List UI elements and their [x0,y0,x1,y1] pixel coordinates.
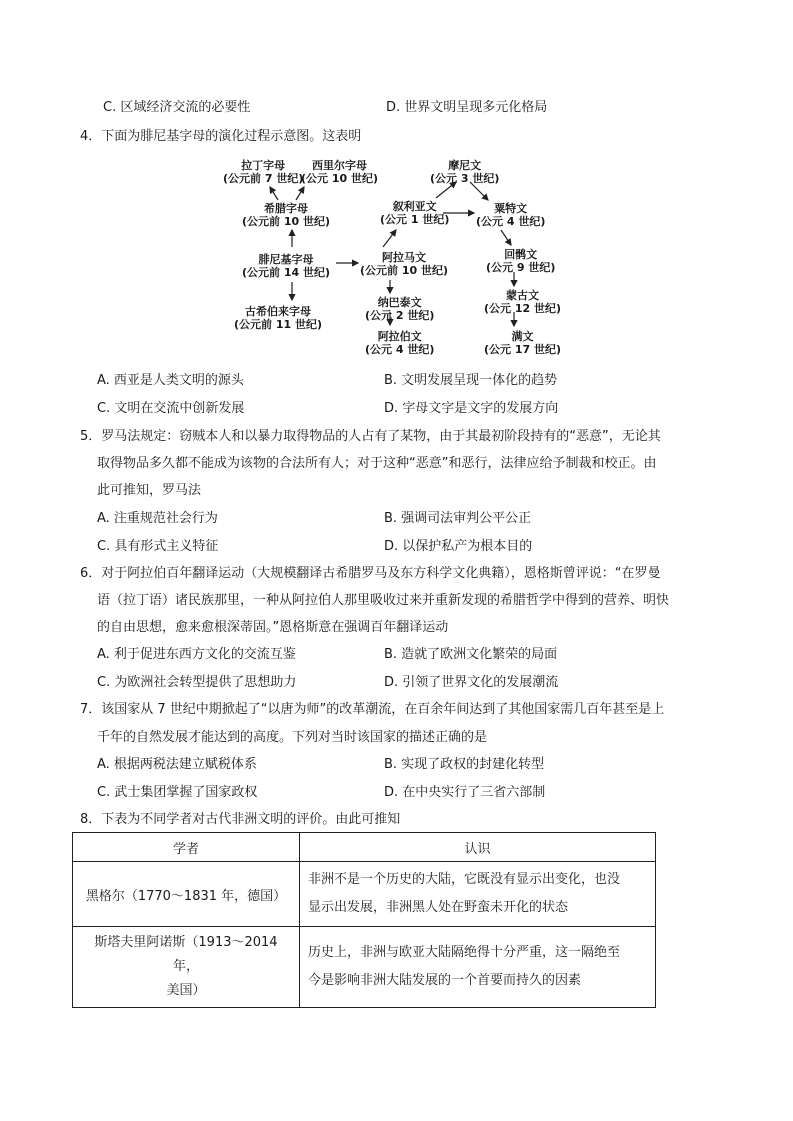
q4-option-b: B. 文明发展呈现一体化的趋势 [384,373,558,388]
node-syriac-name: 叙利亚文 [392,200,437,213]
node-mongol-date: (公元 12 世纪) [484,302,562,315]
q7-stem-line2: 千年的自然发展才能达到的高度。下列对当时该国家的描述正确的是 [97,730,488,745]
node-arabic-name: 阿拉伯文 [377,330,422,343]
q7-option-b: B. 实现了政权的封建化转型 [384,757,545,772]
node-arabic-date: (公元 4 世纪) [365,343,435,356]
node-cyrillic-name: 西里尔字母 [312,159,368,172]
table-row [73,862,656,927]
node-cyrillic [301,159,378,185]
row1-view-line2: 显示出发展，非洲黑人处在野蛮未开化的状态 [308,900,569,915]
node-manichaean [430,159,499,185]
node-uyghur [486,248,555,274]
node-nabataean [365,296,434,322]
q3-option-c: C. 区域经济交流的必要性 [103,100,251,115]
q5-stem-line1: 5．罗马法规定：窃贼本人和以暴力取得物品的人占有了某物，由于其最初阶段持有的“恶意”，无论其 [80,429,661,444]
node-manchu [484,330,561,356]
q5-option-a: A. 注重规范社会行为 [97,511,218,526]
node-uyghur-name: 回鹘文 [504,248,538,261]
table-header-row [73,833,656,862]
node-mongol-name: 蒙古文 [506,289,540,302]
q7-option-a: A. 根据两税法建立赋税体系 [97,757,257,772]
q6-option-c: C. 为欧洲社会转型提供了思想助力 [97,675,297,690]
node-sogdian [476,202,545,228]
node-old-hebrew-date: (公元前 11 世纪) [234,318,323,331]
q4-option-a: A. 西亚是人类文明的源头 [97,373,244,388]
node-greek-name: 希腊字母 [264,202,309,215]
q6-stem-line3: 的自由思想，愈来愈根深蒂固。”恩格斯意在强调百年翻译运动 [97,620,449,635]
node-syriac [380,200,449,226]
row2-scholar-line1: 斯塔夫里阿诺斯（1913～2014 年， [94,935,278,974]
node-sogdian-date: (公元 4 世纪) [476,215,546,228]
q4-option-d: D. 字母文字是文字的发展方向 [384,401,559,416]
node-nabataean-name: 纳巴泰文 [377,296,422,309]
header-scholar: 学者 [73,833,300,862]
node-manichaean-name: 摩尼文 [448,159,482,172]
node-syriac-date: (公元 1 世纪) [380,213,450,226]
node-nabataean-date: (公元 2 世纪) [365,309,435,322]
node-aramaic-date: (公元前 10 世纪) [360,264,449,277]
q5-stem-line2: 取得物品多久都不能成为该物的合法所有人；对于这种“恶意”和恶行，法律应给予制裁和校正。由 [97,456,657,471]
node-old-hebrew [234,305,322,331]
node-phoenician-name: 腓尼基字母 [258,253,314,266]
q3-option-d: D. 世界文明呈现多元化格局 [386,100,548,115]
q5-stem-line3: 此可推知，罗马法 [97,483,202,498]
node-sogdian-name: 粟特文 [494,202,528,215]
row1-view-line1: 非洲不是一个历史的大陆，它既没有显示出变化，也没 [308,872,621,887]
node-phoenician-date: (公元前 14 世纪) [242,266,331,279]
node-manchu-date: (公元 17 世纪) [484,343,562,356]
node-mongol [484,289,561,315]
node-phoenician [242,253,330,279]
q5-option-b: B. 强调司法审判公平公正 [384,511,532,526]
node-latin-name: 拉丁字母 [241,159,286,172]
q4-stem: 4．下面为腓尼基字母的演化过程示意图。这表明 [80,129,362,144]
q8-stem: 8．下表为不同学者对古代非洲文明的评价。由此可推知 [80,812,401,827]
table-row [73,927,656,1008]
q5-option-c: C. 具有形式主义特征 [97,539,219,554]
q7-stem-line1: 7．该国家从 7 世纪中期掀起了“以唐为师”的改革潮流，在百余年间达到了其他国家需几百年甚至是上 [80,702,665,717]
row1-scholar: 黑格尔（1770～1831 年，德国） [73,862,300,927]
node-latin-date: (公元前 7 世纪) [223,172,304,185]
q7-option-c: C. 武士集团掌握了国家政权 [97,785,258,800]
node-uyghur-date: (公元 9 世纪) [486,261,556,274]
node-manichaean-date: (公元 3 世纪) [430,172,500,185]
node-greek [242,202,330,228]
q4-option-c: C. 文明在交流中创新发展 [97,401,245,416]
q6-option-d: D. 引领了世界文化的发展潮流 [384,675,559,690]
node-arabic [365,330,434,356]
q5-option-d: D. 以保护私产为根本目的 [384,539,533,554]
row1-view [300,862,656,927]
row2-view-line1: 历史上，非洲与欧亚大陆隔绝得十分严重，这一隔绝至 [308,945,621,960]
row2-view [300,927,656,1008]
q6-option-a: A. 利于促进东西方文化的交流互鉴 [97,647,296,662]
node-manchu-name: 满文 [511,330,534,343]
node-old-hebrew-name: 古希伯来字母 [245,305,312,318]
node-cyrillic-date: (公元 10 世纪) [301,172,379,185]
row2-view-line2: 今是影响非洲大陆发展的一个首要而持久的因素 [308,973,582,988]
row2-scholar-line2: 美国） [166,983,206,998]
header-view: 认识 [300,833,656,862]
node-aramaic-name: 阿拉马文 [382,251,427,264]
node-aramaic [360,251,448,277]
scholars-table [72,832,656,1008]
phoenician-alphabet-diagram [218,150,578,360]
q6-stem-line1: 6．对于阿拉伯百年翻译运动（大规模翻译古希腊罗马及东方科学文化典籍），恩格斯曾评说：“在罗曼 [80,566,661,581]
node-latin [223,159,303,185]
node-greek-date: (公元前 10 世纪) [242,215,331,228]
q6-stem-line2: 语（拉丁语）诸民族那里，一种从阿拉伯人那里吸收过来并重新发现的希腊哲学中得到的营养、明快 [97,593,670,608]
row2-scholar [73,927,300,1008]
q6-option-b: B. 造就了欧洲文化繁荣的局面 [384,647,558,662]
q7-option-d: D. 在中央实行了三省六部制 [384,785,546,800]
